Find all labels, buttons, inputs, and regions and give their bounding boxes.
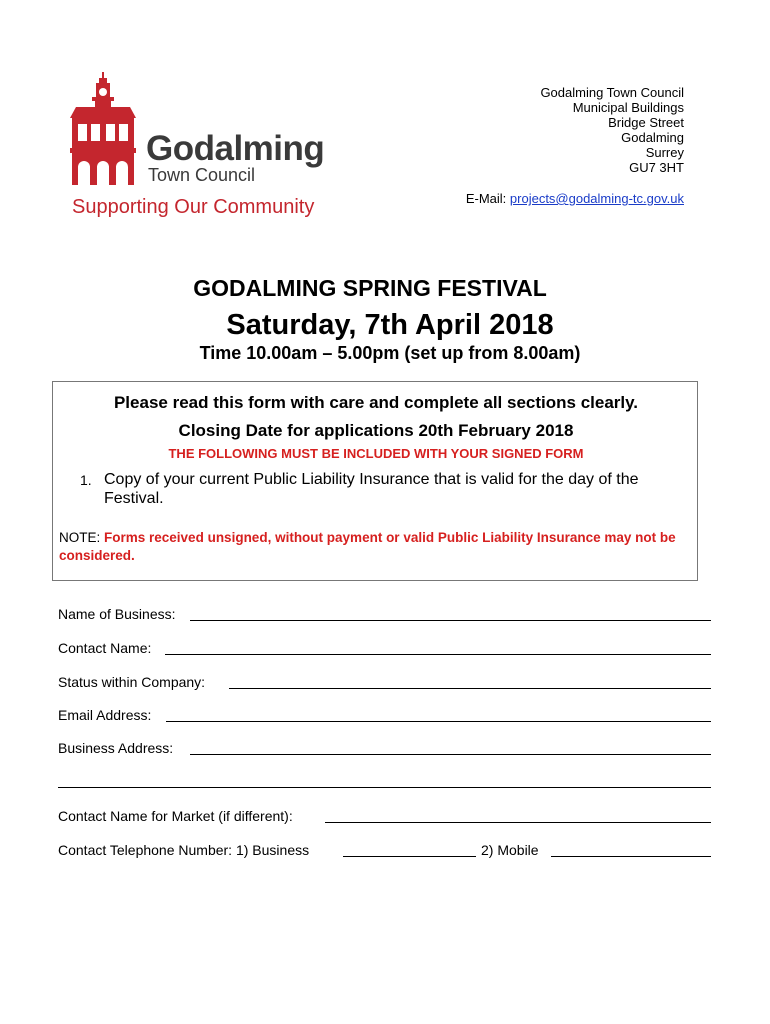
address-line-5: Surrey xyxy=(645,145,684,160)
market-contact-label: Contact Name for Market (if different): xyxy=(58,808,293,824)
email-address-field[interactable] xyxy=(166,721,711,722)
email-line xyxy=(466,192,684,205)
note-text: Forms received unsigned, without payment or valid Public Liability Insurance may not be considered. xyxy=(59,530,676,563)
address-line-2: Municipal Buildings xyxy=(572,100,684,115)
address-line-4: Godalming xyxy=(621,130,684,145)
logo-tagline: Supporting Our Community xyxy=(72,196,315,218)
closing-date: Closing Date for applications 20th February 2018 xyxy=(178,421,574,440)
note-label: NOTE: xyxy=(59,530,105,545)
contact-name-label: Contact Name: xyxy=(58,640,152,656)
note xyxy=(59,529,689,565)
instruction-text: Please read this form with care and complete all sections clearly. xyxy=(113,393,639,412)
event-time: Time 10.00am – 5.00pm (set up from 8.00am) xyxy=(199,343,581,363)
logo-wordmark: Godalming xyxy=(146,129,325,168)
telephone-label: Contact Telephone Number: 1) Business xyxy=(58,842,310,858)
item-text: Copy of your current Public Liability Insurance that is valid for the day of the Festival. xyxy=(104,471,639,507)
email-label: E-Mail: xyxy=(465,191,510,206)
address-line-3: Bridge Street xyxy=(608,115,684,130)
logo-subtitle: Town Council xyxy=(148,165,256,185)
contact-name-field[interactable] xyxy=(165,654,711,655)
event-date: Saturday, 7th April 2018 xyxy=(226,309,554,341)
market-contact-field[interactable] xyxy=(325,822,711,823)
business-name-label: Name of Business: xyxy=(58,606,176,622)
business-phone-field[interactable] xyxy=(343,856,476,857)
business-address-label: Business Address: xyxy=(58,740,174,756)
email-link[interactable]: projects@godalming-tc.gov.uk xyxy=(509,191,684,206)
business-address-field[interactable] xyxy=(190,754,711,755)
item-number: 1. xyxy=(80,472,92,488)
event-title: GODALMING SPRING FESTIVAL xyxy=(193,275,547,301)
mobile-label: 2) Mobile xyxy=(481,842,539,858)
status-field[interactable] xyxy=(229,688,711,689)
business-name-field[interactable] xyxy=(190,620,711,621)
email-address-label: Email Address: xyxy=(58,707,152,723)
address-line-6: GU7 3HT xyxy=(629,160,684,175)
business-address-field-line-2[interactable] xyxy=(58,787,711,788)
status-label: Status within Company: xyxy=(58,674,206,690)
required-heading: THE FOLLOWING MUST BE INCLUDED WITH YOUR SIGNED FORM xyxy=(168,446,584,461)
mobile-phone-field[interactable] xyxy=(551,856,711,857)
address-line-1: Godalming Town Council xyxy=(540,85,684,100)
